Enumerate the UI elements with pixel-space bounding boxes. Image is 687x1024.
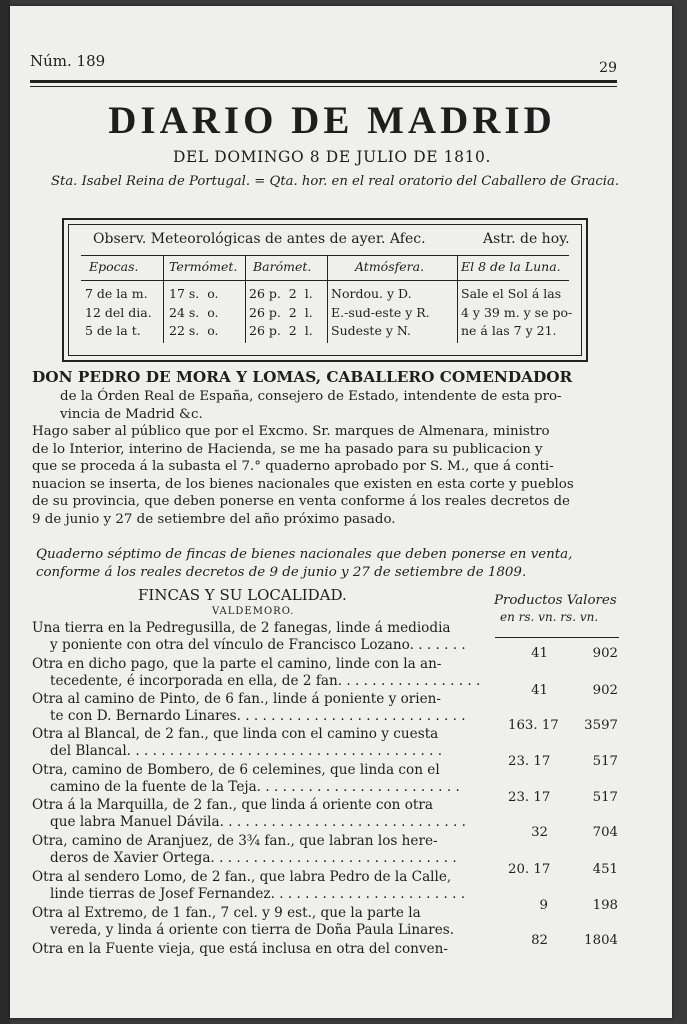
notice-line: de la Órden Real de España, consejero de Estado, intendente de esta pro- [60, 389, 562, 404]
entry-line: vereda, y linda á oriente con tierra de Doña Paula Linares. [50, 922, 455, 938]
entry-line: Otra al camino de Pinto, de 6 fan., linde á poniente y orien- [32, 691, 442, 707]
producto-value: 41 [531, 646, 548, 661]
atmosfera-values: Nordou. y D. E.-sud-este y R. Sudeste y N. [331, 286, 430, 338]
column-heading: Productos Valores [494, 593, 617, 608]
notice-line: 9 de junio y 27 de setiembre del año próximo pasado. [32, 511, 396, 527]
issue-number: Núm. 189 [30, 52, 106, 70]
col-atmosfera: Atmósfera. [355, 259, 425, 274]
finca-entry-partial [32, 941, 492, 958]
entry-line: que labra Manuel Dávila. . . . . . . . . . . . . . . . . . . . . . . . . . . . . [50, 814, 466, 830]
column-subheading: en rs. vn. rs. vn. [500, 610, 599, 624]
entry-line: linde tierras de Josef Fernandez. . . . . . . . . . . . . . . . . . . . . . . [50, 886, 466, 902]
header-rule-thick [30, 80, 617, 83]
valor-value: 3597 [584, 718, 618, 733]
entry-line: Otra al Blancal, de 2 fan., que linda con el camino y cuesta [32, 726, 439, 742]
locality-heading: VALDEMORO. [212, 606, 295, 617]
weather-rule [81, 255, 569, 256]
newspaper-page [10, 6, 672, 1018]
scan-gutter [0, 0, 10, 1024]
finca-entry [32, 620, 492, 654]
entry-line: Otra en la Fuente vieja, que está inclusa en otra del conven- [32, 941, 448, 957]
entry-line: deros de Xavier Ortega. . . . . . . . . . . . . . . . . . . . . . . . . . . . . [50, 850, 457, 866]
notice-line: Hago saber al público que por el Excmo. Sr. marques de Almenara, ministro [32, 424, 550, 439]
valor-value: 517 [592, 754, 618, 769]
fincas-heading: FINCAS Y SU LOCALIDAD. [138, 586, 347, 604]
issue-date: DEL DOMINGO 8 DE JULIO DE 1810. [172, 148, 492, 166]
entry-line: Otra, camino de Aranjuez, de 3¾ fan., que labran los here- [32, 833, 438, 849]
valor-value: 1804 [584, 933, 618, 948]
weather-title: Observ. Meteorológicas de antes de ayer. Afec. [93, 231, 426, 247]
finca-entry [32, 656, 492, 690]
entry-line: tecedente, é incorporada en ella, de 2 fan. . . . . . . . . . . . . . . . . [50, 673, 481, 689]
saint-of-day: Sta. Isabel Reina de Portugal. = Qta. hor. en el real oratorio del Caballero de Gracia. [50, 174, 620, 189]
producto-value: 32 [531, 825, 548, 840]
producto-value: 41 [531, 683, 548, 698]
entry-line: Otra, camino de Bombero, de 6 celemines, que linda con el [32, 762, 440, 778]
notice-line: nuacion se inserta, de los bienes nacionales que existen en esta corte y pueblos [32, 476, 574, 492]
valor-value: 451 [592, 862, 618, 877]
entry-line: Otra al Extremo, de 1 fan., 7 cel. y 9 est., que la parte la [32, 905, 421, 921]
finca-entry [32, 833, 492, 867]
entry-line: Otra en dicho pago, que la parte el camino, linde con la an- [32, 656, 442, 672]
finca-entry [32, 869, 492, 903]
weather-divider [327, 255, 328, 343]
producto-value: 20. 17 [508, 862, 551, 877]
notice-line: de lo Interior, interino de Hacienda, se me ha pasado para su publicacion y [32, 441, 543, 457]
col-termometro: Termómet. [169, 259, 238, 274]
entry-line: y poniente con otra del vínculo de Francisco Lozano. . . . . . . [50, 637, 466, 653]
column-rule [495, 637, 619, 638]
col-barometro: Barómet. [253, 259, 312, 274]
entry-line: del Blancal. . . . . . . . . . . . . . . . . . . . . . . . . . . . . . . . . . . . . [50, 743, 443, 759]
header-rule-thin [30, 86, 617, 87]
entry-line: te con D. Bernardo Linares. . . . . . . . . . . . . . . . . . . . . . . . . . . [50, 708, 466, 724]
astro-title: Astr. de hoy. [483, 231, 570, 247]
termometro-values: 17 s. o. 24 s. o. 22 s. o. [169, 286, 219, 338]
weather-rule [81, 280, 569, 281]
notice-line: de su provincia, que deben ponerse en venta conforme á los reales decretos de [32, 494, 570, 509]
weather-divider [163, 255, 164, 343]
page-number: 29 [599, 60, 617, 76]
weather-box [62, 218, 588, 362]
barometro-values: 26 p. 2 l. 26 p. 2 l. 26 p. 2 l. [249, 286, 313, 338]
finca-entry [32, 797, 492, 831]
quaderno-caption: Quaderno séptimo de fincas de bienes nacionales que deben ponerse en venta, conforme á los reales decretos de 9 de junio y 27 de setiembre de 1809. [36, 547, 573, 580]
notice-heading: DON PEDRO DE MORA Y LOMAS, CABALLERO COMENDADOR [32, 368, 573, 386]
valor-value: 902 [592, 683, 618, 698]
epocas-values: 7 de la m. 12 del dia. 5 de la t. [85, 286, 152, 338]
valor-value: 902 [592, 646, 618, 661]
weather-box-inner [68, 224, 582, 356]
notice-line: vincia de Madrid &c. [60, 406, 203, 422]
producto-value: 163. 17 [508, 718, 559, 733]
col-epocas: Epocas. [89, 259, 139, 274]
col-luna: El 8 de la Luna. [461, 259, 561, 274]
entry-line: Una tierra en la Pedregusilla, de 2 fanegas, linde á mediodia [32, 620, 451, 636]
weather-divider [457, 255, 458, 343]
valor-value: 198 [592, 898, 618, 913]
entry-line: Otra al sendero Lomo, de 2 fan., que labra Pedro de la Calle, [32, 869, 452, 885]
notice-body [32, 388, 622, 528]
producto-value: 23. 17 [508, 754, 551, 769]
valor-value: 704 [592, 825, 618, 840]
luna-values: Sale el Sol á las 4 y 39 m. y se po- ne á las 7 y 21. [461, 286, 573, 338]
producto-value: 23. 17 [508, 790, 551, 805]
finca-entry [32, 726, 492, 760]
producto-value: 82 [531, 933, 548, 948]
weather-divider [245, 255, 246, 343]
entry-line: camino de la fuente de la Teja. . . . . . . . . . . . . . . . . . . . . . . . [50, 779, 460, 795]
notice-line: que se proceda á la subasta el 7.° quaderno aprobado por S. M., que á conti- [32, 459, 554, 474]
finca-entry [32, 762, 492, 796]
entry-line: Otra á la Marquilla, de 2 fan., que linda á oriente con otra [32, 797, 433, 813]
finca-entry [32, 691, 492, 725]
finca-entry [32, 905, 492, 939]
valor-value: 517 [592, 790, 618, 805]
producto-value: 9 [539, 898, 548, 913]
masthead-title: DIARIO DE MADRID [108, 99, 556, 142]
